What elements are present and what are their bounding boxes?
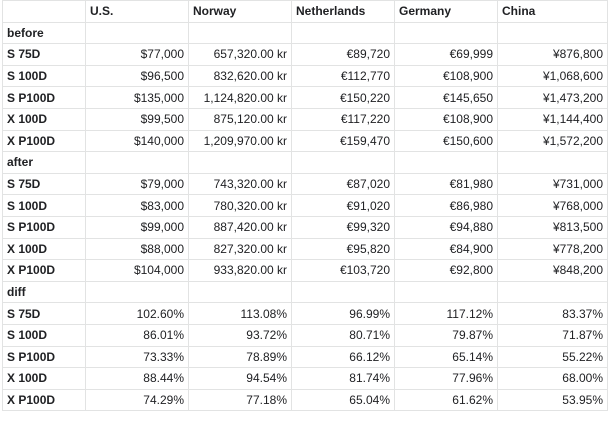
row-label[interactable]: X 100D (3, 238, 86, 260)
table-row (3, 173, 608, 195)
empty-cell[interactable] (498, 152, 608, 174)
row-label[interactable]: S 100D (3, 324, 86, 346)
value-cell[interactable]: ¥1,473,200 (498, 87, 608, 109)
section-title[interactable]: before (3, 22, 86, 44)
value-cell[interactable]: €92,800 (395, 260, 498, 282)
value-cell[interactable]: €86,980 (395, 195, 498, 217)
value-cell[interactable]: 81.74% (292, 368, 395, 390)
value-cell[interactable]: €95,820 (292, 238, 395, 260)
table-row (3, 130, 608, 152)
value-cell[interactable]: 832,620.00 kr (189, 65, 292, 87)
value-cell[interactable]: 94.54% (189, 368, 292, 390)
value-cell[interactable]: 86.01% (86, 324, 189, 346)
value-cell[interactable]: 61.62% (395, 389, 498, 411)
row-label[interactable]: S P100D (3, 87, 86, 109)
table-row (3, 216, 608, 238)
value-cell[interactable]: €87,020 (292, 173, 395, 195)
row-label[interactable]: S P100D (3, 216, 86, 238)
value-cell[interactable]: 1,124,820.00 kr (189, 87, 292, 109)
section-header-row (3, 281, 608, 303)
empty-cell[interactable] (292, 22, 395, 44)
empty-cell[interactable] (395, 152, 498, 174)
table-row (3, 346, 608, 368)
row-label[interactable]: X P100D (3, 130, 86, 152)
value-cell[interactable]: 77.18% (189, 389, 292, 411)
empty-cell[interactable] (292, 152, 395, 174)
row-label[interactable]: X P100D (3, 260, 86, 282)
value-cell[interactable]: $140,000 (86, 130, 189, 152)
value-cell[interactable]: 79.87% (395, 324, 498, 346)
column-header-us[interactable]: U.S. (86, 1, 189, 23)
value-cell[interactable]: €112,770 (292, 65, 395, 87)
value-cell[interactable]: 117.12% (395, 303, 498, 325)
value-cell[interactable]: 73.33% (86, 346, 189, 368)
row-label[interactable]: S 100D (3, 65, 86, 87)
value-cell[interactable]: $99,000 (86, 216, 189, 238)
value-cell[interactable]: ¥778,200 (498, 238, 608, 260)
value-cell[interactable]: $83,000 (86, 195, 189, 217)
table-row (3, 389, 608, 411)
empty-cell[interactable] (189, 152, 292, 174)
value-cell[interactable]: €91,020 (292, 195, 395, 217)
value-cell[interactable]: €108,900 (395, 65, 498, 87)
section-header-row (3, 22, 608, 44)
table-row (3, 238, 608, 260)
value-cell[interactable]: 1,209,970.00 kr (189, 130, 292, 152)
value-cell[interactable]: €69,999 (395, 44, 498, 66)
empty-cell[interactable] (292, 281, 395, 303)
value-cell[interactable]: ¥1,068,600 (498, 65, 608, 87)
table-row (3, 44, 608, 66)
value-cell[interactable]: €145,650 (395, 87, 498, 109)
value-cell[interactable]: €159,470 (292, 130, 395, 152)
value-cell[interactable]: €103,720 (292, 260, 395, 282)
value-cell[interactable]: 83.37% (498, 303, 608, 325)
value-cell[interactable]: €81,980 (395, 173, 498, 195)
empty-cell[interactable] (86, 152, 189, 174)
table-row (3, 87, 608, 109)
value-cell[interactable]: 875,120.00 kr (189, 108, 292, 130)
value-cell[interactable]: $79,000 (86, 173, 189, 195)
value-cell[interactable]: €150,600 (395, 130, 498, 152)
value-cell[interactable]: $135,000 (86, 87, 189, 109)
value-cell[interactable]: 65.14% (395, 346, 498, 368)
value-cell[interactable]: €99,320 (292, 216, 395, 238)
section-title[interactable]: after (3, 152, 86, 174)
column-header-netherlands[interactable]: Netherlands (292, 1, 395, 23)
value-cell[interactable]: ¥813,500 (498, 216, 608, 238)
value-cell[interactable]: 96.99% (292, 303, 395, 325)
empty-cell[interactable] (498, 22, 608, 44)
value-cell[interactable]: 93.72% (189, 324, 292, 346)
value-cell[interactable]: ¥1,572,200 (498, 130, 608, 152)
value-cell[interactable]: 74.29% (86, 389, 189, 411)
value-cell[interactable]: 933,820.00 kr (189, 260, 292, 282)
value-cell[interactable]: 80.71% (292, 324, 395, 346)
value-cell[interactable]: 53.95% (498, 389, 608, 411)
row-label[interactable]: S 100D (3, 195, 86, 217)
value-cell[interactable]: 113.08% (189, 303, 292, 325)
header-row (3, 1, 608, 23)
empty-cell[interactable] (189, 281, 292, 303)
value-cell[interactable]: €89,720 (292, 44, 395, 66)
corner-cell[interactable] (3, 1, 86, 23)
value-cell[interactable]: 88.44% (86, 368, 189, 390)
row-label[interactable]: S 75D (3, 44, 86, 66)
value-cell[interactable]: 827,320.00 kr (189, 238, 292, 260)
column-header-china[interactable]: China (498, 1, 608, 23)
row-label[interactable]: X 100D (3, 368, 86, 390)
value-cell[interactable]: €84,900 (395, 238, 498, 260)
value-cell[interactable]: ¥876,800 (498, 44, 608, 66)
value-cell[interactable]: ¥768,000 (498, 195, 608, 217)
value-cell[interactable]: $99,500 (86, 108, 189, 130)
column-header-norway[interactable]: Norway (189, 1, 292, 23)
row-label[interactable]: S 75D (3, 303, 86, 325)
value-cell[interactable]: €117,220 (292, 108, 395, 130)
value-cell[interactable]: $88,000 (86, 238, 189, 260)
column-header-germany[interactable]: Germany (395, 1, 498, 23)
row-label[interactable]: X 100D (3, 108, 86, 130)
table-row (3, 65, 608, 87)
value-cell[interactable]: 66.12% (292, 346, 395, 368)
section-header-row (3, 152, 608, 174)
table-row (3, 108, 608, 130)
empty-cell[interactable] (395, 281, 498, 303)
table-row (3, 368, 608, 390)
row-label[interactable]: S 75D (3, 173, 86, 195)
price-table (2, 0, 608, 411)
value-cell[interactable]: 780,320.00 kr (189, 195, 292, 217)
table-row (3, 260, 608, 282)
value-cell[interactable]: 743,320.00 kr (189, 173, 292, 195)
empty-cell[interactable] (395, 22, 498, 44)
value-cell[interactable]: 887,420.00 kr (189, 216, 292, 238)
value-cell[interactable]: €150,220 (292, 87, 395, 109)
value-cell[interactable]: €94,880 (395, 216, 498, 238)
empty-cell[interactable] (86, 281, 189, 303)
value-cell[interactable]: 78.89% (189, 346, 292, 368)
empty-cell[interactable] (189, 22, 292, 44)
value-cell[interactable]: $104,000 (86, 260, 189, 282)
value-cell[interactable]: $77,000 (86, 44, 189, 66)
value-cell[interactable]: 68.00% (498, 368, 608, 390)
value-cell[interactable]: 71.87% (498, 324, 608, 346)
value-cell[interactable]: 77.96% (395, 368, 498, 390)
table-row (3, 324, 608, 346)
value-cell[interactable]: €108,900 (395, 108, 498, 130)
value-cell[interactable]: 55.22% (498, 346, 608, 368)
value-cell[interactable]: 102.60% (86, 303, 189, 325)
table-row (3, 303, 608, 325)
row-label[interactable]: X P100D (3, 389, 86, 411)
value-cell[interactable]: ¥731,000 (498, 173, 608, 195)
value-cell[interactable]: $96,500 (86, 65, 189, 87)
value-cell[interactable]: 657,320.00 kr (189, 44, 292, 66)
row-label[interactable]: S P100D (3, 346, 86, 368)
value-cell[interactable]: 65.04% (292, 389, 395, 411)
table-row (3, 195, 608, 217)
value-cell[interactable]: ¥848,200 (498, 260, 608, 282)
empty-cell[interactable] (498, 281, 608, 303)
price-table-body (3, 1, 608, 411)
empty-cell[interactable] (86, 22, 189, 44)
value-cell[interactable]: ¥1,144,400 (498, 108, 608, 130)
section-title[interactable]: diff (3, 281, 86, 303)
